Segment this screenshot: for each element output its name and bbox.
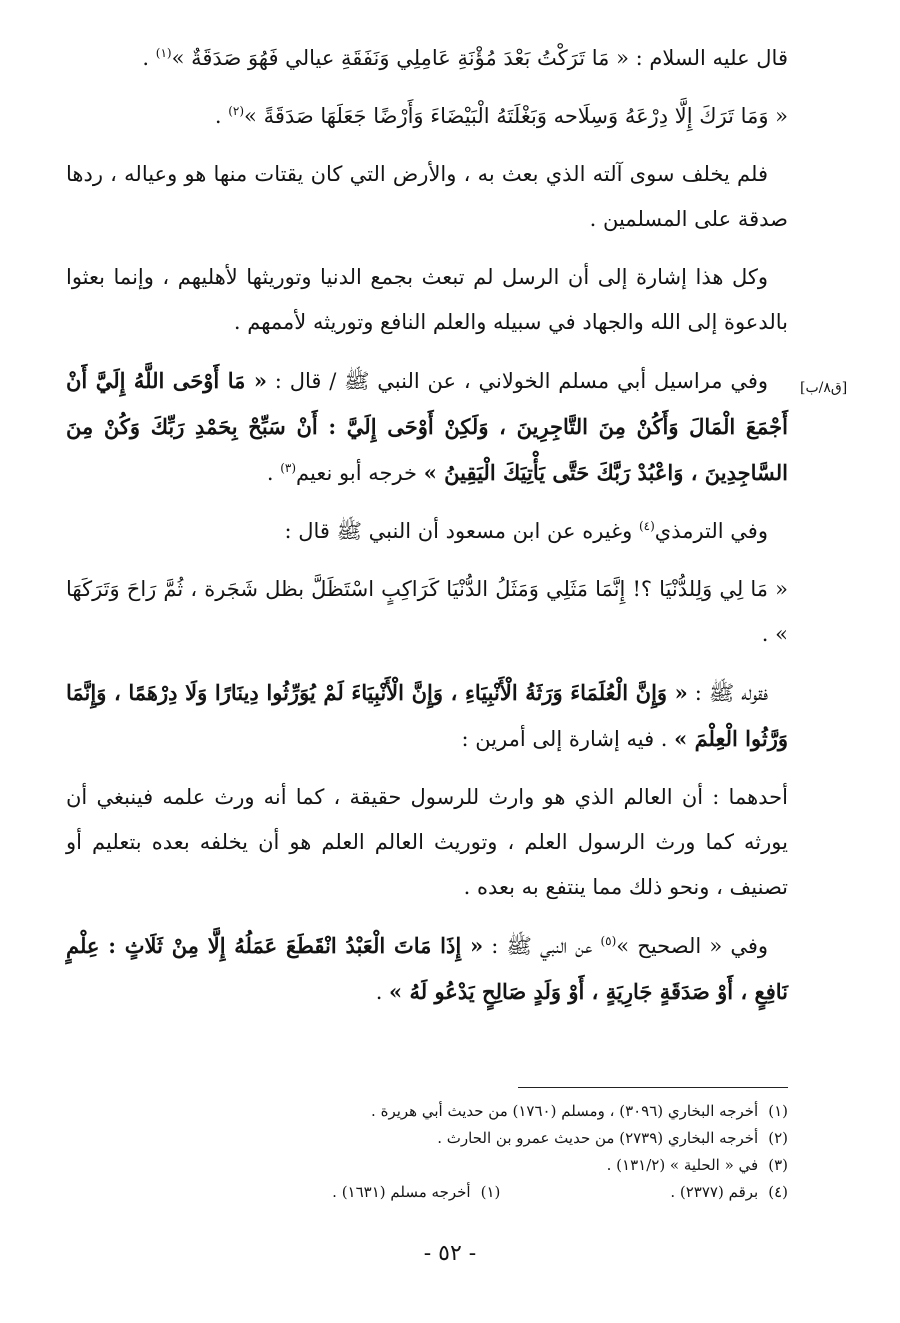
- footnote-line: [66, 1179, 788, 1206]
- hadith-quote-bold: « إِذَا مَاتَ الْعَبْدُ انْقَطَعَ عَمَلُهُ إِلَّا مِنْ ثَلَاثٍ : عِلْمٍ نَافِعٍ ، أَوْ صَدَقَةٍ جَارِيَةٍ ، أَوْ وَلَدٍ صَالِحٍ يَدْعُو لَهُ »: [66, 933, 788, 1004]
- footnote-ref-5[interactable]: (٥): [600, 934, 617, 948]
- paragraph-7: « مَا لِي وَلِلدُّنْيَا ؟! إِنَّمَا مَثَلِي وَمَثَلُ الدُّنْيَا كَرَاكِبٍ اسْتَظَلَّ بظل شَجَرة ، ثُمَّ رَاحَ وَتَرَكَهَا » .: [66, 577, 788, 646]
- hadith-quote-bold: « مَا أَوْحَى اللَّهُ إِلَيَّ أَنْ أَجْمَعَ الْمَالَ وَأَكُنْ مِنَ التَّاجِرِينَ ، وَلَكِنْ أَوْحَى إِلَيَّ : أَنْ سَبِّحْ بِحَمْدِ رَبِّكَ وَكُنْ مِنَ السَّاجِدِينَ ، وَاعْبُدْ رَبَّكَ حَتَّى يَأْتِيَكَ الْيَقِينُ »: [66, 368, 788, 485]
- footnote-ref-1[interactable]: (١): [155, 46, 172, 60]
- footnote-line: [66, 1125, 788, 1152]
- paragraph-9: أحدهما : أن العالم الذي هو وارث للرسول حقيقة ، كما أنه ورث علمه فينبغي أن يورثه كما ورث الرسول العلم ، وتوريث العالم العلم هو أن يخلفه بعده بتعليم أو تصنيف ، ونحو ذلك مما ينتفع به بعده .: [66, 785, 788, 899]
- paragraph-3: فلم يخلف سوى آلته الذي بعث به ، والأرض التي كان يقتات منها هو وعياله ، ردها صدقة على المسلمين .: [66, 162, 788, 231]
- paragraph-1: قال عليه السلام : « مَا تَرَكْتُ بَعْدَ مُؤْنَةِ عَامِلِي وَنَفَقَةِ عيالي فَهُوَ صَدَقَةٌ »$^{(١)}$ .: [142, 46, 788, 70]
- page-number: - ٥٢ -: [423, 1241, 477, 1266]
- footnote-item: (٤)برقم (٢٣٧٧) .: [670, 1183, 788, 1201]
- main-text: [66, 36, 788, 1028]
- paragraph-8: فقوله ﷺ : « وَإِنَّ الْعُلَمَاءَ وَرَثَةُ الْأَنْبِيَاءِ ، وَإِنَّ الْأَنْبِيَاءَ لَمْ يُوَرِّثُوا دِينَارًا وَلَا دِرْهَمًا ، وَإِنَّمَا وَرَّثُوا الْعِلْمَ » . فيه إشارة إلى أمرين :: [66, 680, 788, 751]
- footnote-line: [66, 1152, 788, 1179]
- paragraph-5: وفي مراسيل أبي مسلم الخولاني ، عن النبي ﷺ / قال : « مَا أَوْحَى اللَّهُ إِلَيَّ أَنْ أَجْمَعَ الْمَالَ وَأَكُنْ مِنَ التَّاجِرِينَ ، وَلَكِنْ أَوْحَى إِلَيَّ : أَنْ سَبِّحْ بِحَمْدِ رَبِّكَ وَكُنْ مِنَ السَّاجِدِينَ ، وَاعْبُدْ رَبَّكَ حَتَّى يَأْتِيَكَ الْيَقِينُ » خرجه أبو نعيم$^{(٣)}$ .: [66, 368, 788, 485]
- footnote-divider: [518, 1087, 788, 1088]
- paragraph-6: وفي الترمذي$^{(٤)}$ وغيره عن ابن مسعود أن النبي ﷺ قال :: [284, 519, 768, 543]
- footnotes: [66, 1098, 788, 1206]
- paragraph-4: وكل هذا إشارة إلى أن الرسل لم تبعث بجمع الدنيا وتوريثها لأهليهم ، وإنما بعثوا بالدعوة إلى الله والجهاد في سبيله والعلم النافع وتوريثه لأممهم .: [66, 265, 788, 334]
- footnote-item: (١)أخرجه البخاري (٣٠٩٦) ، ومسلم (١٧٦٠) من حديث أبي هريرة .: [371, 1102, 788, 1120]
- footnote-ref-3[interactable]: (٣): [280, 461, 297, 475]
- footnote-ref-4[interactable]: (٤): [638, 519, 655, 533]
- footnote-item: (٣)في « الحلية » (١٣١/٢) .: [606, 1156, 788, 1174]
- paragraph-10: وفي « الصحيح »$^{(٥)}$ عن النبي ﷺ : « إِذَا مَاتَ الْعَبْدُ انْقَطَعَ عَمَلُهُ إِلَّا مِنْ ثَلَاثٍ : عِلْمٍ نَافِعٍ ، أَوْ صَدَقَةٍ جَارِيَةٍ ، أَوْ وَلَدٍ صَالِحٍ يَدْعُو لَهُ » .: [66, 933, 788, 1004]
- footnote-item: (١)أخرجه مسلم (١٦٣١) .: [332, 1183, 501, 1201]
- manuscript-folio-marker: [ق٨/ب]: [800, 380, 848, 396]
- footnote-ref-2[interactable]: (٢): [228, 104, 245, 118]
- footnote-line: [66, 1098, 788, 1125]
- hadith-quote-bold: « وَإِنَّ الْعُلَمَاءَ وَرَثَةُ الْأَنْبِيَاءِ ، وَإِنَّ الْأَنْبِيَاءَ لَمْ يُوَرِّثُوا دِينَارًا وَلَا دِرْهَمًا ، وَإِنَّمَا وَرَّثُوا الْعِلْمَ »: [66, 680, 788, 751]
- footnote-item: (٢)أخرجه البخاري (٢٧٣٩) من حديث عمرو بن الحارث .: [437, 1129, 788, 1147]
- paragraph-2: « وَمَا تَرَكَ إِلَّا دِرْعَهُ وَسِلَاحه وَبَغْلَتَهُ الْبَيْضَاءَ وَأَرْضًا جَعَلَهَا صَدَقَةً »$^{(٢)}$ .: [214, 104, 788, 128]
